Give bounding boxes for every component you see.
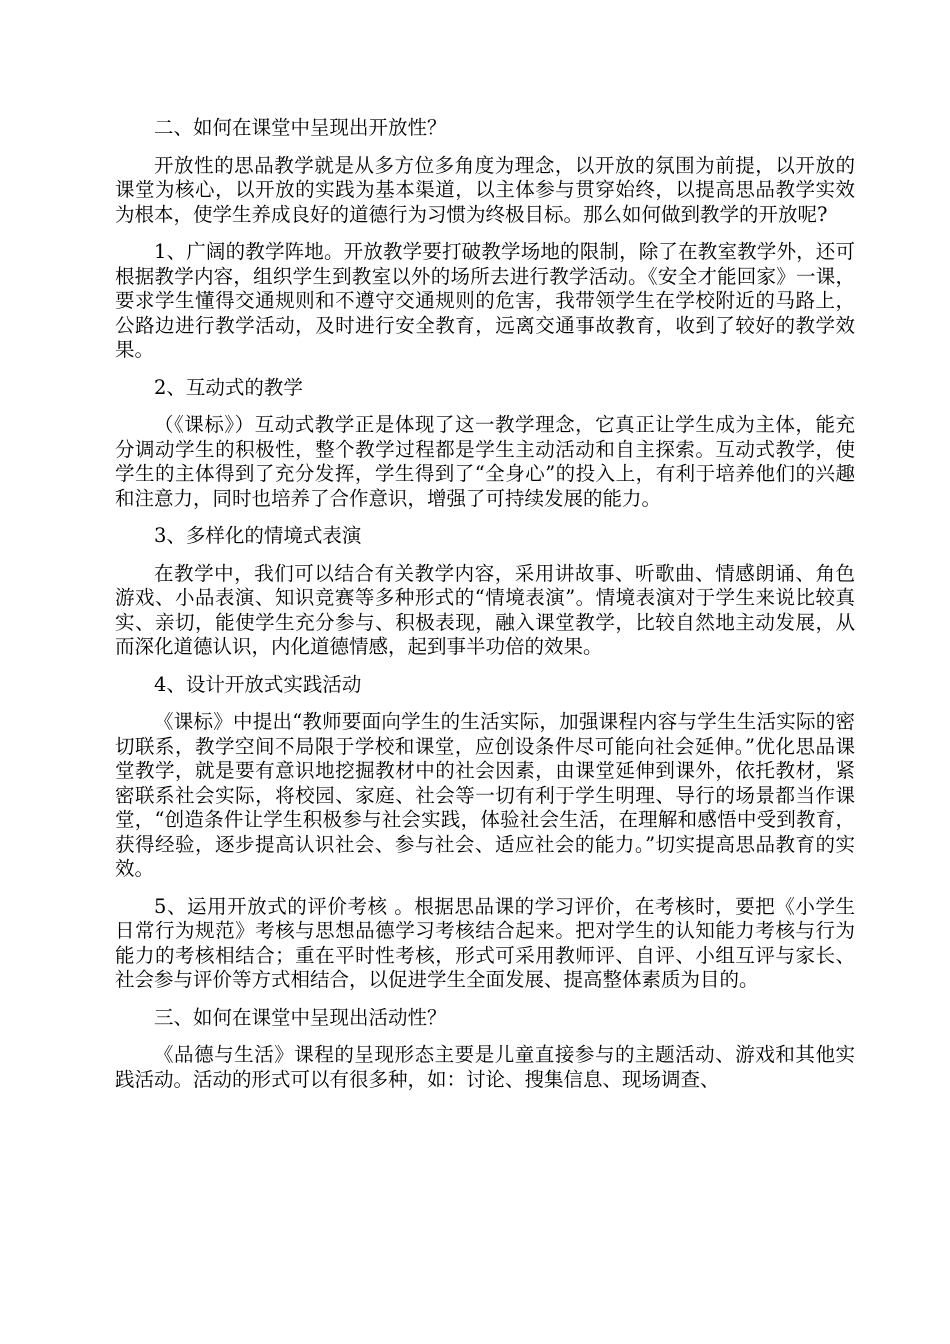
paragraph-situational-performance: 在教学中，我们可以结合有关教学内容，采用讲故事、听歌曲、情感朗诵、角色游戏、小品表演、知识竞赛等多种形式的“情境表演”。情境表演对于学生来说比较真实、亲切，能使学生充分参与、积极表现，融入课堂教学，比较自然地主动发展，从而深化道德认识，内化道德情感，起到事半功倍的效果。 [115,561,855,658]
document-page [115,116,855,1105]
paragraph-openness-intro: 开放性的思品教学就是从多方位多角度为理念，以开放的氛围为前提，以开放的课堂为核心，以开放的实践为基本渠道，以主体参与贯穿始终，以提高思品教学实效为根本，使学生养成良好的道德行为习惯为终极目标。那么如何做到教学的开放呢? [115,153,855,226]
paragraph-evaluation: 5、运用开放式的评价考核 。根据思品课的学习评价，在考核时，要把《小学生日常行为规范》考核与思想品德学习考核结合起来。把对学生的认知能力考核与行为能力的考核相结合；重在平时性考核，形式可采用教师评、自评、小组互评与家长、社会参与评价等方式相结合，以促进学生全面发展、提高整体素质为目的。 [115,894,855,991]
section-heading-activity: 三、如何在课堂中呈现出活动性？ [154,1005,447,1029]
paragraph-practice-activities: 《课标》中提出“教师要面向学生的生活实际，加强课程内容与学生生活实际的密切联系，教学空间不局限于学校和课堂，应创设条件尽可能向社会延伸。”优化思品课堂教学，就是要有意识地挖掘教材中的社会因素，由课堂延伸到课外，依托教材，紧密联系社会实际，将校园、家庭、社会等一切有利于学生明理、导行的场景都当作课堂，“创造条件让学生积极参与社会实践，体验社会生活，在理解和感悟中受到教育，获得经验，逐步提高认识社会、参与社会、适应社会的能力。”切实提高思品教育的实效。 [115,710,855,880]
section-heading-openness: 二、如何在课堂中呈现出开放性？ [154,116,447,139]
subheading-practice-activities: 4、设计开放式实践活动 [154,672,362,696]
subheading-interactive-teaching: 2、互动式的教学 [154,375,303,399]
paragraph-interactive-teaching: （《课标》）互动式教学正是体现了这一教学理念，它真正让学生成为主体，能充分调动学生的积极性，整个教学过程都是学生主动活动和自主探索。互动式教学，使学生的主体得到了充分发挥，学生得到了“全身心”的投入上，有利于培养他们的兴趣和注意力，同时也培养了合作意识，增强了可持续发展的能力。 [115,413,855,510]
paragraph-teaching-venue: 1、广阔的教学阵地。开放教学要打破教学场地的限制，除了在教室教学外，还可根据教学内容，组织学生到教室以外的场所去进行教学活动。《安全才能回家》一课，要求学生懂得交通规则和不遵守交通规则的危害，我带领学生在学校附近的马路上，公路边进行教学活动，及时进行安全教育，远离交通事故教育，收到了较好的教学效果。 [115,240,855,361]
subheading-situational-performance: 3、多样化的情境式表演 [154,524,362,547]
paragraph-activity-forms: 《品德与生活》课程的呈现形态主要是儿童直接参与的主题活动、游戏和其他实践活动。活动的形式可以有很多种，如：讨论、搜集信息、现场调查、 [115,1043,855,1091]
